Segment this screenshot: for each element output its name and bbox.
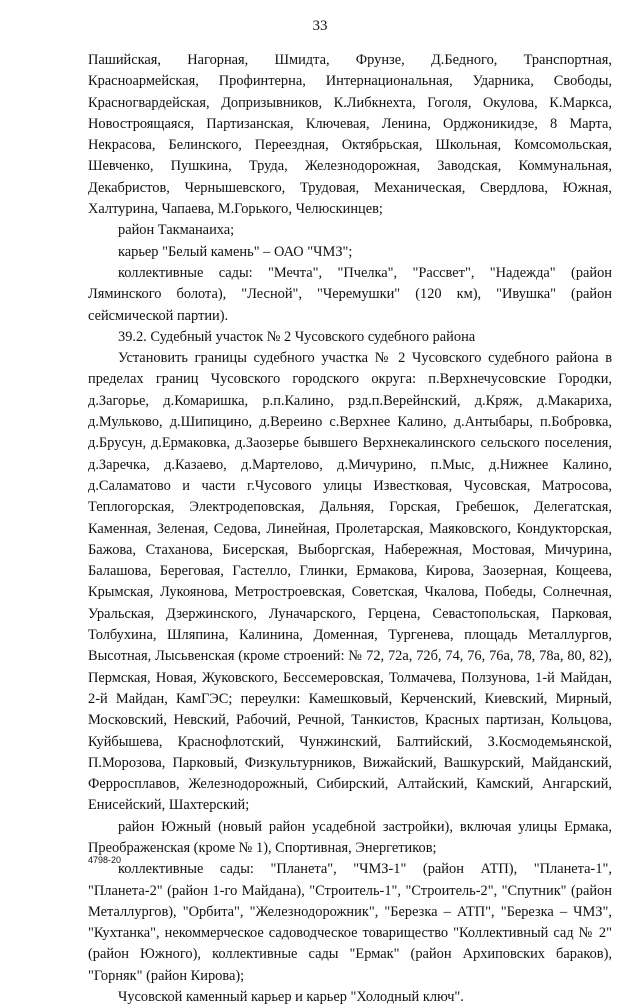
paragraph: коллективные сады: "Планета", "ЧМЗ-1" (район АТП), "Планета-1", "Планета-2" (район 1-го Майдана), "Строитель-1", "Строитель-2", "Спутник" (район Металлургов), "Орбита", "Железнодорожник", "Березка – АТП", "Березка – ЧМЗ", "Кухтанка", некоммерческое садоводческое товарищество "Коллективный сад № 2" (район Южного), коллективные сады "Ермак" (район Архиповских бараков), "Горняк" (район Кирова); bbox=[88, 861, 612, 984]
page-number: 33 bbox=[312, 18, 328, 34]
footer-code: 4798-20 bbox=[88, 855, 122, 865]
paragraph: район Южный (новый район усадебной застройки), включая улицы Ермака, Преображенская (кроме № 1), Спортивная, Энергетиков; bbox=[88, 818, 612, 856]
document-body bbox=[88, 50, 612, 1008]
paragraph: Чусовской каменный карьер и карьер "Холодный ключ". bbox=[118, 989, 464, 1006]
paragraph: Установить границы судебного участка № 2 Чусовского судебного района в пределах границ Чусовского городского округа: п.Верхнечусовские Городки, д.Загорье, д.Комаришка, р.п.Калино, рзд.п.Верейнский, д.Кряж, д.Макариха, д.Мульково, д.Шипицино, д.Вереино с.Верхнее Калино, д.Антыбары, п.Бобровка, д.Брусун, д.Ермаковка, д.Заозерье бывшего Верхнекалинского сельского поселения, д.Заречка, д.Казаево, д.Мартелово, д.Мичурино, п.Мыс, д.Нижнее Калино, д.Саламатово и части г.Чусового улицы Известковая, Чусовская, Матросова, Теплогорская, Электродеповская, Дальняя, Горская, Гребешок, Делегатская, Каменная, Зеленая, Седова, Линейная, Пролетарская, Маяковского, Кондукторская, Бажова, Стаханова, Бисерская, Выборгская, Набережная, Мостовая, Мичурина, Балашова, Береговая, Гастелло, Глинки, Ермакова, Кирова, Заозерная, Кощеева, Крымская, Лукоянова, Метростроевская, Советская, Чкалова, Победы, Солнечная, Уральская, Дзержинского, Луначарского, Герцена, Севастопольская, Парковая, Толбухина, Шляпина, Калинина, Доменная, Тургенева, площадь Металлургов, Высотная, Лысьвенская (кроме строений: № 72, 72а, 72б, 74, 76, 76а, 78, 78а, 80, 82), Пермская, Новая, Жуковского, Бессемеровская, Толмачева, Ползунова, 1-й Майдан, 2-й Майдан, КамГЭС; переулки: Камешковый, Керченский, Киевский, Мирный, Московский, Невский, Рабочий, Речной, Танкистов, Красных партизан, Кольцова, Куйбышева, Краснофлотский, Чунжинский, Балтийский, З.Космодемьянской, П.Морозова, Парковый, Физкультурников, Вижайский, Вашкурский, Майданский, Ферросплавов, Железнодорожный, Сибирский, Алтайский, Камский, Ангарский, Енисейский, Шахтерский; bbox=[88, 350, 612, 814]
paragraph: карьер "Белый камень" – ОАО "ЧМЗ"; bbox=[118, 243, 353, 260]
paragraph: 39.2. Судебный участок № 2 Чусовского судебного района bbox=[118, 328, 476, 345]
paragraph: коллективные сады: "Мечта", "Пчелка", "Рассвет", "Надежда" (район Ляминского болота), "Лесной", "Черемушки" (120 км), "Ивушка" (район сейсмической партии). bbox=[88, 264, 612, 324]
paragraph: Пашийская, Нагорная, Шмидта, Фрунзе, Д.Бедного, Транспортная, Красноармейская, Профинтерна, Интернациональная, Ударника, Свободы, Красногвардейская, Допризывников, К.Либкнехта, Гоголя, Окулова, К.Маркса, Новостроящаяся, Партизанская, Ключевая, Ленина, Орджоникидзе, 8 Марта, Некрасова, Белинского, Переездная, Октябрьская, Школьная, Комсомольская, Шевченко, Пушкина, Труда, Железнодорожная, Заводская, Коммунальная, Декабристов, Чернышевского, Трудовая, Механическая, Свердлова, Южная, Халтурина, Чапаева, М.Горького, Челюскинцев; bbox=[88, 52, 612, 218]
paragraph: район Такманаиха; bbox=[118, 222, 235, 239]
